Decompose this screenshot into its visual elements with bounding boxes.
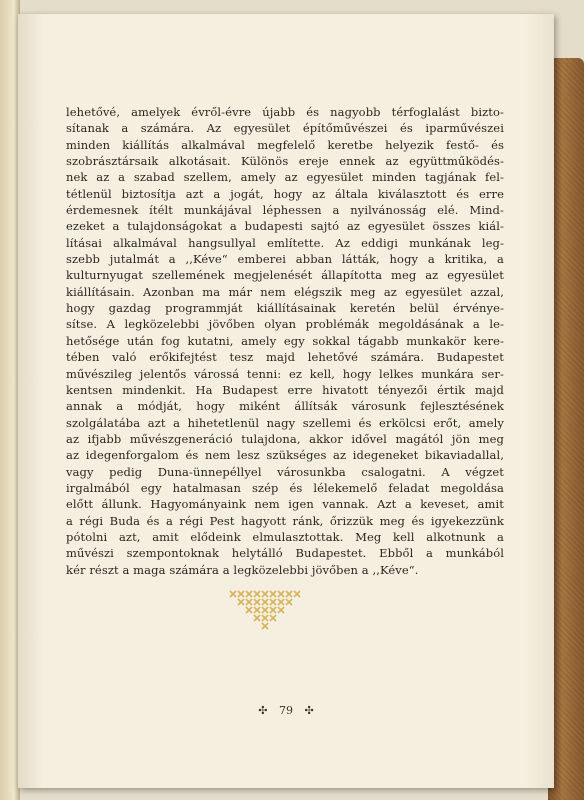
text-line: pótolni azt, amit elődeink elmulasztottak. Meg kell alkotnunk a — [66, 529, 504, 544]
text-line: tétlenül biztosítja azt a jogát, hogy az általa kiválasztott és erre — [66, 186, 504, 201]
text-line: lításai alkalmával hangsullyal említette. Az eddigi munkának leg- — [66, 235, 504, 250]
page-footer — [18, 704, 554, 717]
text-line: ezeket a tulajdonságokat a budapesti sajtó az egyesület összes kiál- — [66, 219, 504, 234]
text-line: szolgálatába azt a hihetetlenül nagy szellemi és erkölcsi erőt, amely — [66, 415, 504, 430]
text-line: tében való erőkifejtést tesz majd lehetővé számára. Budapestet — [66, 350, 504, 365]
text-line: az idegenforgalom és nem lesz szükséges az idegeneket bikaviadallal, — [66, 448, 504, 463]
text-line: sítse. A legközelebbi jövőben olyan problémák megoldásának a le- — [66, 317, 504, 332]
left-page-edge — [0, 0, 20, 800]
text-line: az ifjabb művészgeneráció tulajdona, akkor idővel magától jön meg — [66, 431, 504, 446]
text-line: szobrásztársaik alkotásait. Különös ereje ennek az együttműködés- — [66, 154, 504, 169]
text-line: kér részt a maga számára a legközelebbi jövőben a ,,Kéve“. — [66, 562, 419, 577]
page-number: 79 — [279, 704, 293, 717]
text-line: nek az a szabad szellem, amely az egyesület minden tagjának fel- — [66, 170, 504, 185]
ornament-cross-icon: ✣ — [258, 704, 268, 717]
text-line: vagy pedig Duna-ünnepéllyel városunkba csalogatni. A végzet — [66, 464, 504, 479]
text-line: érdemesnek ítélt munkájával léphessen a nyilvánosság elé. Mind- — [66, 203, 504, 218]
book-page — [18, 14, 554, 788]
text-line: irgalmából egy hatalmasan szép és lélekemelő feladat megoldása — [66, 480, 504, 495]
text-line: művészileg jelentős várossá tenni: ez kell, hogy lelkes munkára ser- — [66, 366, 504, 381]
text-line: annak a módját, hogy miként állítsák városunk fejlesztésének — [66, 399, 504, 414]
text-line: minden kiállítás alkalmával megfelelő keretbe helyezik festő- és — [66, 137, 504, 152]
text-line: kentsen mindenkit. Ha Budapest erre hivatott tényezői értik majd — [66, 382, 504, 397]
cross-stitch-triangle-ornament-icon — [226, 586, 304, 630]
body-text — [66, 104, 504, 578]
text-line: előtt állunk. Hagyományaink nem igen vannak. Azt a keveset, amit — [66, 497, 504, 512]
text-line: művészi szempontoknak helytálló Budapestet. Ebből a munkából — [66, 546, 504, 561]
text-line: szebb jutalmát a ,,Kéve“ emberei abban látták, hogy a kritika, a — [66, 252, 504, 267]
text-line: a régi Buda és a régi Pest hagyott ránk, őrizzük meg és igyekezzünk — [66, 513, 504, 528]
text-line: lehetővé, amelyek évről-évre újabb és nagyobb térfoglalást bizto- — [66, 105, 504, 119]
text-line: hogy gazdag programmját kiállításainak keretén belül érvénye- — [66, 301, 504, 316]
text-line: hetősége után fog kutatni, amely egy sokkal tágabb munkakör kere- — [66, 333, 504, 348]
text-line: sítanak a számára. Az egyesület építőművészei és iparművészei — [66, 121, 504, 136]
text-line: kulturnyugat szellemének megjelenését állapította meg az egyesület — [66, 268, 504, 283]
text-line: kiállításain. Azonban ma már nem elégszik meg az egyesület azzal, — [66, 284, 504, 299]
ornament-cross-icon: ✣ — [304, 704, 314, 717]
